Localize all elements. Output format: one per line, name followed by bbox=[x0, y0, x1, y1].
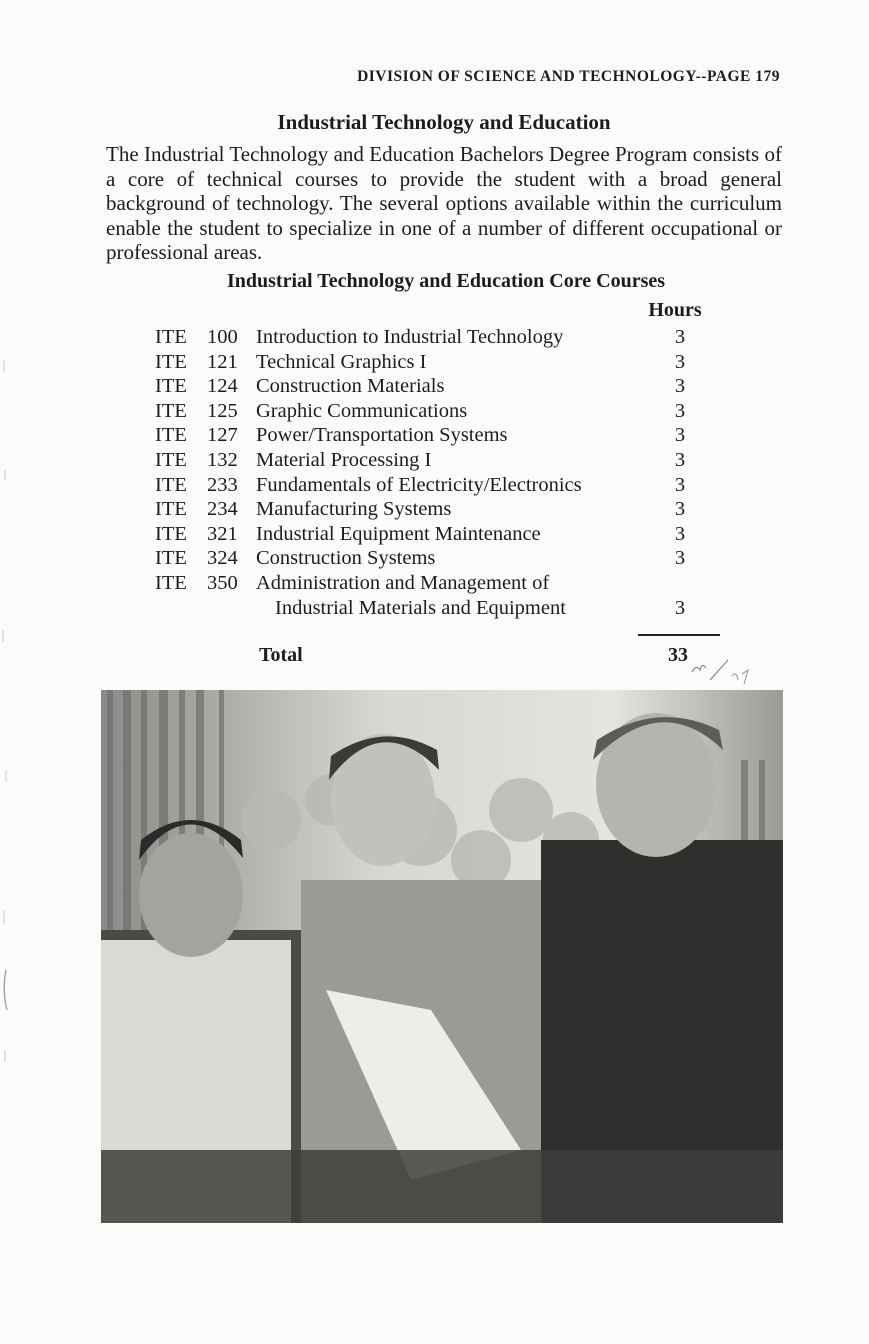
course-title-line1: Administration and Management of bbox=[256, 571, 550, 594]
course-hours: 3 bbox=[674, 596, 686, 619]
course-title: Fundamentals of Electricity/Electronics bbox=[256, 473, 582, 496]
course-number: 124 bbox=[207, 375, 238, 398]
course-number: 324 bbox=[207, 547, 238, 570]
course-hours: 3 bbox=[674, 326, 686, 348]
course-number: 233 bbox=[207, 473, 238, 496]
course-row bbox=[155, 399, 715, 424]
course-title: Introduction to Industrial Technology bbox=[256, 326, 564, 348]
course-title: Technical Graphics I bbox=[256, 350, 427, 373]
course-hours: 3 bbox=[674, 448, 686, 471]
course-number: 132 bbox=[207, 448, 238, 471]
scan-edge-marks bbox=[0, 350, 12, 1250]
course-prefix: ITE bbox=[155, 571, 187, 594]
course-row bbox=[155, 473, 715, 498]
course-hours: 3 bbox=[674, 498, 686, 521]
course-number: 234 bbox=[207, 498, 238, 521]
hours-column-header: Hours bbox=[648, 299, 702, 321]
running-head: DIVISION OF SCIENCE AND TECHNOLOGY--PAGE 179 bbox=[357, 68, 780, 85]
course-prefix: ITE bbox=[155, 498, 187, 521]
course-hours: 3 bbox=[674, 375, 686, 398]
course-prefix: ITE bbox=[155, 522, 187, 545]
course-prefix: ITE bbox=[155, 399, 187, 422]
handwritten-mark-icon bbox=[688, 646, 760, 688]
students-photo bbox=[101, 690, 783, 1223]
course-title: Graphic Communications bbox=[256, 399, 468, 422]
course-prefix: ITE bbox=[155, 547, 187, 570]
course-title bbox=[256, 571, 636, 620]
course-number: 127 bbox=[207, 424, 238, 447]
course-prefix: ITE bbox=[155, 448, 187, 471]
course-row bbox=[155, 546, 715, 571]
course-hours: 3 bbox=[674, 424, 686, 447]
course-row bbox=[155, 571, 715, 620]
course-row bbox=[155, 497, 715, 522]
course-row bbox=[155, 374, 715, 399]
course-title-line2: Industrial Materials and Equipment bbox=[275, 596, 566, 619]
course-title: Construction Materials bbox=[256, 375, 445, 398]
course-row bbox=[155, 423, 715, 448]
course-prefix: ITE bbox=[155, 375, 187, 398]
total-label: Total bbox=[259, 644, 303, 666]
course-number: 121 bbox=[207, 350, 238, 373]
course-hours: 3 bbox=[674, 350, 686, 373]
section-title: Industrial Technology and Education bbox=[277, 110, 611, 134]
course-hours: 3 bbox=[674, 522, 686, 545]
total-hours: 33 bbox=[668, 644, 688, 666]
course-prefix: ITE bbox=[155, 350, 187, 373]
course-row bbox=[155, 325, 715, 350]
photo-three-students-icon bbox=[101, 690, 783, 1223]
course-hours: 3 bbox=[674, 547, 686, 570]
course-title: Industrial Equipment Maintenance bbox=[256, 522, 541, 545]
course-prefix: ITE bbox=[155, 473, 187, 496]
core-courses-title: Industrial Technology and Education Core Courses bbox=[226, 270, 666, 292]
course-hours: 3 bbox=[674, 473, 686, 496]
course-row bbox=[155, 350, 715, 375]
course-number: 100 bbox=[207, 326, 238, 348]
intro-paragraph: The Industrial Technology and Education Bachelors Degree Program consists of a core of technical courses to provide the student with a broad general background of technology. The several options available within the curriculum enable the student to specialize in one of a number of different occupational or professional areas. bbox=[106, 142, 782, 264]
course-title: Material Processing I bbox=[256, 448, 432, 471]
course-prefix: ITE bbox=[155, 424, 187, 447]
total-rule bbox=[638, 634, 720, 636]
course-title: Power/Transportation Systems bbox=[256, 424, 508, 447]
course-title: Manufacturing Systems bbox=[256, 498, 452, 521]
course-hours: 3 bbox=[674, 399, 686, 422]
course-table bbox=[155, 325, 715, 620]
course-title: Construction Systems bbox=[256, 547, 436, 570]
course-prefix: ITE bbox=[155, 326, 187, 348]
course-number: 321 bbox=[207, 522, 238, 545]
course-number: 350 bbox=[207, 571, 238, 594]
course-row bbox=[155, 522, 715, 547]
course-row bbox=[155, 448, 715, 473]
course-number: 125 bbox=[207, 399, 238, 422]
